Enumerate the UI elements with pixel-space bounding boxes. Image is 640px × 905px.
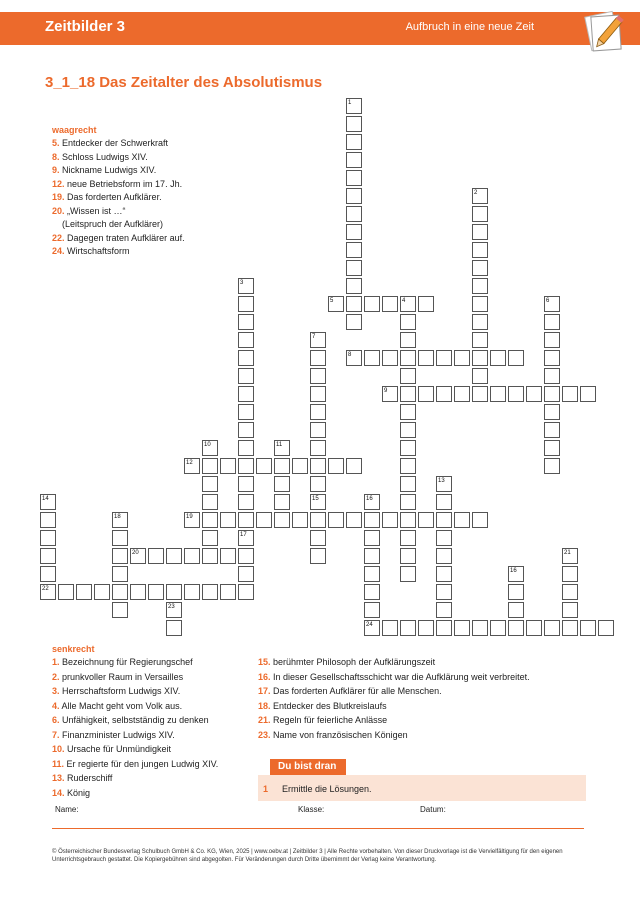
- crossword-clue-number: 10: [204, 442, 211, 448]
- clue-item: [52, 164, 185, 178]
- crossword-cell[interactable]: [184, 548, 200, 564]
- crossword-cell[interactable]: [256, 458, 272, 474]
- clue-item: [52, 218, 185, 232]
- crossword-cell[interactable]: [400, 350, 416, 366]
- clue-text: Nickname Ludwigs XIV.: [59, 165, 157, 175]
- crossword-clue-number: 12: [186, 460, 193, 466]
- crossword-cell[interactable]: [310, 512, 326, 528]
- clue-number: 3.: [52, 686, 60, 696]
- crossword-cell[interactable]: [202, 476, 218, 492]
- crossword-cell[interactable]: [418, 350, 434, 366]
- crossword-cell[interactable]: [310, 476, 326, 492]
- crossword-cell[interactable]: [382, 296, 398, 312]
- crossword-cell[interactable]: [220, 512, 236, 528]
- clue-item: [52, 671, 218, 686]
- crossword-clue-number: 5: [330, 298, 334, 304]
- crossword-cell[interactable]: [544, 350, 560, 366]
- crossword-clue-number: 7: [312, 334, 316, 340]
- crossword-cell[interactable]: [76, 584, 92, 600]
- crossword-cell[interactable]: [436, 350, 452, 366]
- crossword-cell[interactable]: [274, 512, 290, 528]
- crossword-cell[interactable]: [346, 512, 362, 528]
- crossword-cell[interactable]: [418, 296, 434, 312]
- crossword-cell[interactable]: [94, 584, 110, 600]
- crossword-cell[interactable]: [508, 386, 524, 402]
- clue-text: Entdecker des Blutkreislaufs: [270, 700, 387, 711]
- crossword-cell[interactable]: [238, 512, 254, 528]
- crossword-cell[interactable]: [400, 620, 416, 636]
- pencil-on-paper-icon: [582, 10, 626, 56]
- crossword-cell[interactable]: [166, 548, 182, 564]
- page-header: [0, 12, 640, 45]
- crossword-cell[interactable]: [454, 386, 470, 402]
- crossword-cell[interactable]: [166, 620, 182, 636]
- crossword-cell[interactable]: [472, 332, 488, 348]
- crossword-cell[interactable]: [400, 368, 416, 384]
- crossword-cell[interactable]: [364, 584, 380, 600]
- clue-item: [52, 151, 185, 165]
- clue-item: [258, 714, 530, 729]
- crossword-cell[interactable]: [346, 134, 362, 150]
- crossword-cell[interactable]: [346, 188, 362, 204]
- clue-text: König: [64, 787, 91, 798]
- crossword-cell[interactable]: [472, 296, 488, 312]
- crossword-clue-number: 16: [366, 496, 373, 502]
- crossword-cell[interactable]: [364, 602, 380, 618]
- crossword-cell[interactable]: [364, 530, 380, 546]
- crossword-cell[interactable]: [472, 386, 488, 402]
- crossword-cell[interactable]: [400, 548, 416, 564]
- crossword-cell[interactable]: [220, 548, 236, 564]
- clue-item: [258, 700, 530, 715]
- clue-text: Entdecker der Schwerkraft: [59, 138, 169, 148]
- crossword-cell[interactable]: [256, 512, 272, 528]
- clue-number: 24.: [52, 246, 65, 256]
- down-clues-right: [258, 656, 530, 743]
- crossword-cell[interactable]: [544, 332, 560, 348]
- clue-number: 2.: [52, 671, 60, 682]
- crossword-cell[interactable]: [202, 530, 218, 546]
- clue-item: [52, 787, 218, 802]
- crossword-cell[interactable]: [472, 350, 488, 366]
- clue-text: Name von französischen Königen: [270, 729, 408, 740]
- crossword-cell[interactable]: [508, 584, 524, 600]
- crossword-cell[interactable]: [400, 458, 416, 474]
- crossword-cell[interactable]: [436, 620, 452, 636]
- crossword-cell[interactable]: [112, 602, 128, 618]
- crossword-cell[interactable]: [40, 548, 56, 564]
- crossword-clue-number: 9: [384, 388, 388, 394]
- crossword-clue-number: 2: [474, 190, 478, 196]
- clue-text: berühmter Philosoph der Aufklärungszeit: [270, 657, 436, 667]
- crossword-cell[interactable]: [220, 584, 236, 600]
- crossword-cell[interactable]: [508, 602, 524, 618]
- crossword-clue-number: 15: [312, 496, 319, 502]
- crossword-clue-number: 8: [348, 352, 352, 358]
- crossword-cell[interactable]: [346, 278, 362, 294]
- clue-item: [52, 729, 218, 744]
- crossword-cell[interactable]: [40, 530, 56, 546]
- clue-number: 16.: [258, 671, 271, 682]
- crossword-clue-number: 1: [348, 100, 352, 106]
- crossword-cell[interactable]: [202, 584, 218, 600]
- crossword-cell[interactable]: [400, 404, 416, 420]
- crossword-clue-number: 4: [402, 298, 406, 304]
- crossword-cell[interactable]: [310, 458, 326, 474]
- clue-item: [258, 685, 530, 700]
- crossword-cell[interactable]: [472, 512, 488, 528]
- clue-number: 18.: [258, 700, 271, 711]
- clue-text: Ursache für Unmündigkeit: [64, 744, 172, 754]
- clue-item: [52, 772, 218, 787]
- crossword-cell[interactable]: [400, 530, 416, 546]
- clue-text: Er regierte für den jungen Ludwig XIV.: [64, 758, 219, 769]
- crossword-cell[interactable]: [526, 620, 542, 636]
- clue-text: Herrschaftsform Ludwigs XIV.: [59, 686, 181, 696]
- crossword-cell[interactable]: [238, 422, 254, 438]
- crossword-cell[interactable]: [490, 620, 506, 636]
- crossword-cell[interactable]: [148, 584, 164, 600]
- crossword-cell[interactable]: [400, 422, 416, 438]
- crossword-cell[interactable]: [148, 548, 164, 564]
- clue-text: prunkvoller Raum in Versailles: [59, 671, 184, 682]
- crossword-cell[interactable]: [346, 296, 362, 312]
- crossword-clue-number: 3: [240, 280, 244, 286]
- crossword-cell[interactable]: [328, 458, 344, 474]
- crossword-clue-number: 6: [546, 298, 550, 304]
- crossword-cell[interactable]: [310, 440, 326, 456]
- clue-text: neue Betriebsform im 17. Jh.: [64, 178, 183, 189]
- crossword-cell[interactable]: [400, 440, 416, 456]
- footer-divider: [52, 828, 584, 829]
- clue-item: [258, 729, 530, 744]
- clue-number: 12.: [52, 178, 65, 189]
- crossword-cell[interactable]: [436, 494, 452, 510]
- date-label: Datum:: [420, 805, 446, 814]
- clue-item: [52, 685, 218, 700]
- crossword-cell[interactable]: [184, 584, 200, 600]
- clue-text: (Leitspruch der Aufklärer): [52, 219, 164, 229]
- crossword-cell[interactable]: [454, 512, 470, 528]
- crossword-cell[interactable]: [310, 368, 326, 384]
- crossword-cell[interactable]: [472, 368, 488, 384]
- copyright-line-2: Unterrichtsgebrauch gestattet. Die Kopiergebühren sind abgegolten. Für Veränderungen durch Dritte übernimmt der Verlag keine Verantwortung.: [52, 857, 437, 863]
- crossword-cell[interactable]: [418, 386, 434, 402]
- clue-text: In dieser Gesellschaftsschicht war die Aufklärung weit verbreitet.: [270, 671, 530, 682]
- clue-number: 11.: [52, 758, 65, 769]
- crossword-cell[interactable]: [238, 548, 254, 564]
- crossword-clue-number: 18: [114, 514, 121, 520]
- crossword-cell[interactable]: [436, 602, 452, 618]
- name-label: Name:: [55, 805, 79, 814]
- crossword-cell[interactable]: [544, 620, 560, 636]
- clue-text: Wirtschaftsform: [64, 246, 130, 256]
- clue-number: 15.: [258, 657, 271, 667]
- crossword-clue-number: 24: [366, 622, 373, 628]
- crossword-cell[interactable]: [400, 566, 416, 582]
- clue-number: 7.: [52, 729, 60, 740]
- crossword-cell[interactable]: [112, 548, 128, 564]
- class-label: Klasse:: [298, 805, 325, 814]
- crossword-cell[interactable]: [364, 548, 380, 564]
- down-clues-left: [52, 643, 218, 801]
- crossword-cell[interactable]: [202, 458, 218, 474]
- crossword-cell[interactable]: [238, 476, 254, 492]
- crossword-cell[interactable]: [220, 458, 236, 474]
- crossword-cell[interactable]: [310, 422, 326, 438]
- clue-text: Finanzminister Ludwigs XIV.: [59, 729, 175, 740]
- crossword-clue-number: 22: [42, 586, 49, 592]
- crossword-cell[interactable]: [490, 386, 506, 402]
- crossword-cell[interactable]: [400, 314, 416, 330]
- crossword-cell[interactable]: [58, 584, 74, 600]
- clue-text: Alle Macht geht vom Volk aus.: [59, 700, 183, 711]
- crossword-cell[interactable]: [472, 224, 488, 240]
- crossword-cell[interactable]: [544, 440, 560, 456]
- copyright-footer: [52, 848, 592, 864]
- task-tab: Du bist dran: [270, 759, 346, 775]
- crossword-cell[interactable]: [472, 260, 488, 276]
- clue-number: 4.: [52, 700, 60, 711]
- crossword-cell[interactable]: [436, 584, 452, 600]
- crossword-cell[interactable]: [382, 512, 398, 528]
- crossword-cell[interactable]: [346, 224, 362, 240]
- crossword-cell[interactable]: [544, 368, 560, 384]
- crossword-cell[interactable]: [454, 620, 470, 636]
- crossword-clue-number: 16: [510, 568, 517, 574]
- clue-number: 10.: [52, 744, 65, 754]
- crossword-cell[interactable]: [40, 512, 56, 528]
- crossword-cell[interactable]: [472, 206, 488, 222]
- clue-item: [52, 205, 185, 219]
- clue-number: 22.: [52, 232, 65, 243]
- crossword-cell[interactable]: [292, 458, 308, 474]
- crossword-cell[interactable]: [562, 386, 578, 402]
- crossword-cell[interactable]: [472, 620, 488, 636]
- crossword-clue-number: 14: [42, 496, 49, 502]
- crossword-cell[interactable]: [526, 386, 542, 402]
- crossword-cell[interactable]: [202, 494, 218, 510]
- crossword-cell[interactable]: [562, 620, 578, 636]
- clue-text: Bezeichnung für Regierungschef: [59, 657, 193, 667]
- crossword-cell[interactable]: [166, 584, 182, 600]
- crossword-cell[interactable]: [436, 530, 452, 546]
- crossword-cell[interactable]: [292, 512, 308, 528]
- crossword-cell[interactable]: [598, 620, 614, 636]
- crossword-cell[interactable]: [544, 458, 560, 474]
- clue-number: 8.: [52, 151, 60, 162]
- crossword-cell[interactable]: [562, 566, 578, 582]
- crossword-cell[interactable]: [544, 314, 560, 330]
- crossword-cell[interactable]: [436, 512, 452, 528]
- crossword-cell[interactable]: [238, 404, 254, 420]
- crossword-cell[interactable]: [238, 584, 254, 600]
- crossword-cell[interactable]: [562, 602, 578, 618]
- crossword-cell[interactable]: [310, 386, 326, 402]
- crossword-cell[interactable]: [238, 314, 254, 330]
- across-clues: [52, 124, 185, 259]
- crossword-cell[interactable]: [346, 116, 362, 132]
- crossword-cell[interactable]: [436, 386, 452, 402]
- clue-item: [52, 758, 218, 773]
- clue-number: 19.: [52, 192, 65, 202]
- crossword-clue-number: 20: [132, 550, 139, 556]
- crossword-cell[interactable]: [472, 314, 488, 330]
- crossword-cell[interactable]: [418, 512, 434, 528]
- crossword-cell[interactable]: [364, 512, 380, 528]
- page-title: 3_1_18 Das Zeitalter des Absolutismus: [45, 74, 323, 91]
- crossword-cell[interactable]: [112, 566, 128, 582]
- crossword-cell[interactable]: [274, 494, 290, 510]
- crossword-cell[interactable]: [238, 386, 254, 402]
- clue-number: 21.: [258, 715, 271, 725]
- clue-text: Das forderten Aufklärer.: [64, 192, 162, 202]
- crossword-clue-number: 19: [186, 514, 193, 520]
- crossword-cell[interactable]: [310, 404, 326, 420]
- clue-number: 17.: [258, 686, 271, 696]
- crossword-cell[interactable]: [562, 584, 578, 600]
- crossword-cell[interactable]: [544, 404, 560, 420]
- clue-number: 5.: [52, 138, 60, 148]
- crossword-cell[interactable]: [346, 152, 362, 168]
- crossword-cell[interactable]: [310, 530, 326, 546]
- clue-item: [258, 671, 530, 686]
- crossword-cell[interactable]: [112, 530, 128, 546]
- crossword-cell[interactable]: [130, 584, 146, 600]
- clue-item: [52, 245, 185, 259]
- crossword-cell[interactable]: [364, 566, 380, 582]
- clue-number: 20.: [52, 205, 65, 216]
- crossword-cell[interactable]: [400, 476, 416, 492]
- crossword-clue-number: 23: [168, 604, 175, 610]
- crossword-clue-number: 13: [438, 478, 445, 484]
- crossword-cell[interactable]: [400, 512, 416, 528]
- clue-text: Schloss Ludwigs XIV.: [59, 151, 148, 162]
- clue-item: [52, 137, 185, 151]
- crossword-cell[interactable]: [508, 620, 524, 636]
- crossword-cell[interactable]: [400, 332, 416, 348]
- crossword-cell[interactable]: [436, 548, 452, 564]
- crossword-cell[interactable]: [544, 386, 560, 402]
- clue-number: 23.: [258, 729, 271, 740]
- task-number: 1: [263, 784, 269, 794]
- crossword-cell[interactable]: [400, 386, 416, 402]
- crossword-clue-number: 17: [240, 532, 247, 538]
- crossword-cell[interactable]: [364, 296, 380, 312]
- chapter-subtitle: Aufbruch in eine neue Zeit: [405, 21, 534, 33]
- crossword-cell[interactable]: [112, 584, 128, 600]
- clue-number: 1.: [52, 657, 60, 667]
- crossword-cell[interactable]: [472, 242, 488, 258]
- clue-text: Regeln für feierliche Anlässe: [270, 715, 388, 725]
- crossword-cell[interactable]: [328, 512, 344, 528]
- crossword-cell[interactable]: [364, 350, 380, 366]
- crossword-cell[interactable]: [382, 620, 398, 636]
- crossword-cell[interactable]: [310, 548, 326, 564]
- crossword-cell[interactable]: [238, 458, 254, 474]
- clue-number: 6.: [52, 715, 60, 725]
- crossword-cell[interactable]: [472, 278, 488, 294]
- crossword-cell[interactable]: [346, 170, 362, 186]
- clue-text: Unfähigkeit, selbstständig zu denken: [59, 715, 209, 725]
- clue-item: [258, 656, 530, 671]
- crossword-cell[interactable]: [238, 332, 254, 348]
- crossword-cell[interactable]: [490, 350, 506, 366]
- crossword-clue-number: 21: [564, 550, 571, 556]
- crossword-cell[interactable]: [346, 242, 362, 258]
- crossword-cell[interactable]: [346, 458, 362, 474]
- clue-number: 13.: [52, 773, 65, 783]
- crossword-cell[interactable]: [382, 350, 398, 366]
- copyright-line-1: © Österreichischer Bundesverlag Schulbuch GmbH & Co. KG, Wien, 2025 | www.oebv.at | Zeitbilder 3 | Alle Rechte vorbehalten. Von dieser Druckvorlage ist die Vervielfältigung für den eigenen: [52, 849, 563, 855]
- crossword-cell[interactable]: [346, 206, 362, 222]
- clue-item: [52, 232, 185, 246]
- clue-item: [52, 700, 218, 715]
- task-text: Ermittle die Lösungen.: [282, 784, 372, 794]
- crossword-cell[interactable]: [202, 512, 218, 528]
- crossword-cell[interactable]: [346, 260, 362, 276]
- clue-item: [52, 178, 185, 192]
- crossword-cell[interactable]: [400, 494, 416, 510]
- clue-text: Dagegen traten Aufklärer auf.: [64, 232, 185, 243]
- down-heading: senkrecht: [52, 644, 95, 654]
- crossword-cell[interactable]: [238, 296, 254, 312]
- crossword-cell[interactable]: [40, 566, 56, 582]
- clue-number: 9.: [52, 165, 60, 175]
- clue-item: [52, 714, 218, 729]
- crossword-cell[interactable]: [274, 476, 290, 492]
- crossword-clue-number: 11: [276, 442, 283, 448]
- crossword-cell[interactable]: [580, 386, 596, 402]
- clue-number: 14.: [52, 787, 65, 798]
- clue-item: [52, 191, 185, 205]
- crossword-cell[interactable]: [238, 350, 254, 366]
- crossword-cell[interactable]: [238, 566, 254, 582]
- crossword-cell[interactable]: [238, 494, 254, 510]
- clue-text: Ruderschiff: [64, 773, 113, 783]
- crossword-cell[interactable]: [580, 620, 596, 636]
- crossword-cell[interactable]: [310, 350, 326, 366]
- clue-item: [52, 656, 218, 671]
- clue-item: [52, 743, 218, 758]
- crossword-cell[interactable]: [508, 350, 524, 366]
- crossword-cell[interactable]: [202, 548, 218, 564]
- crossword-cell[interactable]: [274, 458, 290, 474]
- crossword-cell[interactable]: [346, 314, 362, 330]
- series-title: Zeitbilder 3: [45, 18, 126, 35]
- crossword-cell[interactable]: [454, 350, 470, 366]
- clue-text: Das forderten Aufklärer für alle Menschen.: [270, 686, 442, 696]
- crossword-cell[interactable]: [418, 620, 434, 636]
- crossword-cell[interactable]: [238, 440, 254, 456]
- crossword-cell[interactable]: [238, 368, 254, 384]
- crossword-cell[interactable]: [436, 566, 452, 582]
- across-heading: waagrecht: [52, 125, 97, 135]
- crossword-cell[interactable]: [544, 422, 560, 438]
- clue-text: „Wissen ist …“: [64, 205, 126, 216]
